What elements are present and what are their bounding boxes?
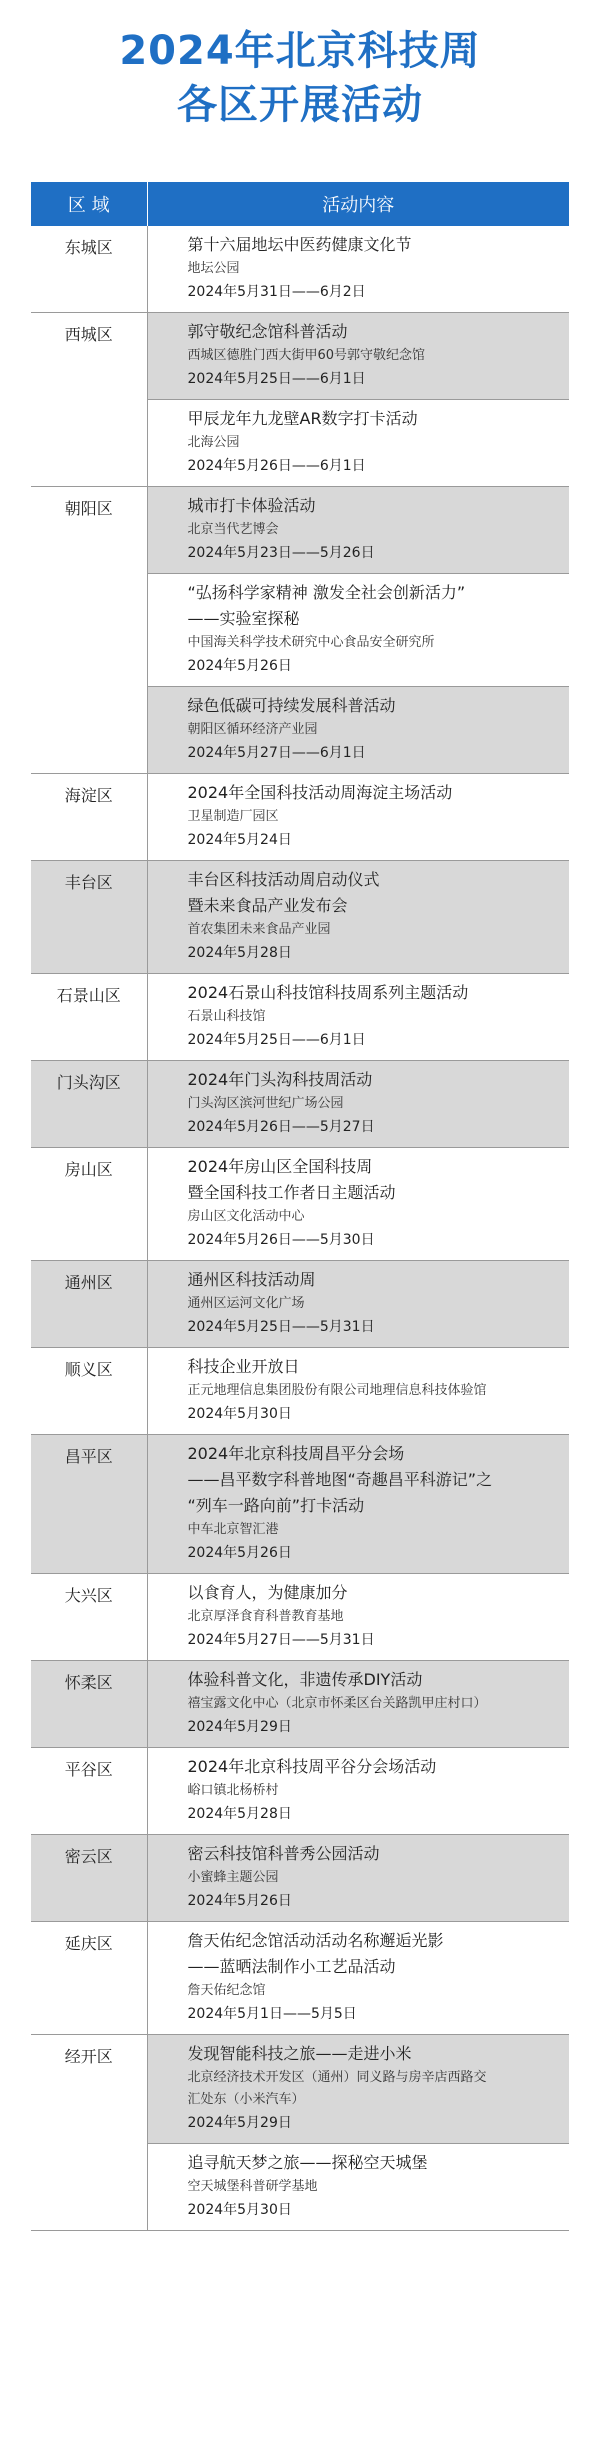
activity-title: 绿色低碳可持续发展科普活动 [187,696,396,715]
activity-title: 科技企业开放日 [187,1357,300,1376]
table-row [31,1574,569,1661]
activity-cell [147,2035,569,2144]
activity-cell [147,313,569,400]
activity-venue: 门头沟区滨河世纪广场公园 [187,1096,344,1111]
activity-title: 暨未来食品产业发布会 [187,896,348,915]
table-header-row [31,182,569,226]
activity-cell [147,1748,569,1835]
activity-cell [147,1661,569,1748]
header-activity: 活动内容 [147,182,569,226]
activity-cell [147,226,569,313]
table-row [31,1348,569,1435]
activity-date: 2024年5月26日——5月27日 [187,1119,375,1135]
activity-date: 2024年5月29日 [187,2115,292,2131]
district-cell: 通州区 [31,1261,147,1348]
activity-cell [147,774,569,861]
table-row [31,1148,569,1261]
district-cell: 怀柔区 [31,1661,147,1748]
table-row [31,861,569,974]
activity-cell [147,861,569,974]
table-row [31,487,569,574]
table-body [31,226,569,2231]
table-row [31,313,569,400]
district-cell: 经开区 [31,2035,147,2231]
activity-date: 2024年5月24日 [187,832,292,848]
district-cell: 石景山区 [31,974,147,1061]
table-row [31,1835,569,1922]
activity-venue: 小蜜蜂主题公园 [187,1870,279,1885]
table-row [31,1661,569,1748]
activity-date: 2024年5月1日——5月5日 [187,2006,357,2022]
activity-venue: 西城区德胜门西大街甲60号郭守敬纪念馆 [187,348,426,363]
activity-cell [147,687,569,774]
table-row [31,226,569,313]
activity-title: 城市打卡体验活动 [187,496,316,515]
activity-venue: 石景山科技馆 [187,1009,266,1024]
activity-cell [147,974,569,1061]
events-table [31,182,569,2231]
activity-venue: 禧宝露文化中心（北京市怀柔区台关路凯甲庄村口） [187,1696,487,1711]
activity-title: “弘扬科学家精神 激发全社会创新活力” [187,583,466,602]
district-cell: 丰台区 [31,861,147,974]
district-cell: 西城区 [31,313,147,487]
activity-title: 郭守敬纪念馆科普活动 [187,322,348,341]
activity-date: 2024年5月25日——6月1日 [187,371,366,387]
activity-title: 暨全国科技工作者日主题活动 [187,1183,396,1202]
activity-venue: 地坛公园 [187,261,240,276]
activity-date: 2024年5月28日 [187,945,292,961]
district-cell: 朝阳区 [31,487,147,774]
activity-date: 2024年5月29日 [187,1719,292,1735]
activity-title: 发现智能科技之旅——走进小米 [187,2044,412,2063]
activity-title: 2024年北京科技周昌平分会场 [187,1444,405,1463]
activity-title: 2024年房山区全国科技周 [187,1157,373,1176]
activity-date: 2024年5月30日 [187,1406,292,1422]
activity-venue: 房山区文化活动中心 [187,1209,305,1224]
district-cell: 顺义区 [31,1348,147,1435]
table-row [31,1261,569,1348]
page-title [0,24,600,132]
activity-cell [147,1835,569,1922]
activity-venue: 詹天佑纪念馆 [187,1983,266,1998]
activity-venue: 朝阳区循环经济产业园 [187,722,318,737]
activity-date: 2024年5月27日——6月1日 [187,745,366,761]
activity-date: 2024年5月26日 [187,658,292,674]
table-row [31,974,569,1061]
activity-date: 2024年5月26日——6月1日 [187,458,366,474]
activity-date: 2024年5月28日 [187,1806,292,1822]
activity-venue: 首农集团未来食品产业园 [187,922,331,937]
activity-title: 2024年门头沟科技周活动 [187,1070,373,1089]
district-cell: 海淀区 [31,774,147,861]
district-cell: 延庆区 [31,1922,147,2035]
activity-date: 2024年5月27日——5月31日 [187,1632,375,1648]
activity-venue: 中国海关科学技术研究中心食品安全研究所 [187,635,435,650]
activity-cell [147,1435,569,1574]
activity-venue: 中车北京智汇港 [187,1522,279,1537]
activity-cell [147,400,569,487]
activity-date: 2024年5月26日 [187,1545,292,1561]
district-cell: 大兴区 [31,1574,147,1661]
activity-cell [147,1574,569,1661]
activity-date: 2024年5月26日——5月30日 [187,1232,375,1248]
header-district: 区 域 [31,182,147,226]
activity-title: 通州区科技活动周 [187,1270,316,1289]
activity-title: 密云科技馆科普秀公园活动 [187,1844,380,1863]
table-row [31,1748,569,1835]
table-row [31,1435,569,1574]
activity-title: “列车一路向前”打卡活动 [187,1496,365,1515]
district-cell: 平谷区 [31,1748,147,1835]
activity-venue: 北京当代艺博会 [187,522,279,537]
activity-title: 2024年北京科技周平谷分会场活动 [187,1757,437,1776]
activity-cell [147,574,569,687]
activity-venue: 汇处东（小米汽车） [187,2092,305,2107]
table-row [31,1922,569,2035]
activity-venue: 卫星制造厂园区 [187,809,279,824]
title-line-1: 2024年北京科技周 [119,28,481,74]
activity-title: 体验科普文化，非遗传承DIY活动 [187,1670,423,1689]
activity-title: 丰台区科技活动周启动仪式 [187,870,380,889]
activity-venue: 北海公园 [187,435,240,450]
activity-title: 甲辰龙年九龙壁AR数字打卡活动 [187,409,418,428]
activity-venue: 正元地理信息集团股份有限公司地理信息科技体验馆 [187,1383,487,1398]
activity-date: 2024年5月26日 [187,1893,292,1909]
activity-venue: 空天城堡科普研学基地 [187,2179,318,2194]
activity-date: 2024年5月25日——5月31日 [187,1319,375,1335]
activity-title: 追寻航天梦之旅——探秘空天城堡 [187,2153,428,2172]
title-line-2: 各区开展活动 [177,82,423,128]
activity-title: 詹天佑纪念馆活动活动名称邂逅光影 [187,1931,444,1950]
table-row [31,1061,569,1148]
activity-date: 2024年5月23日——5月26日 [187,545,375,561]
activity-title: 第十六届地坛中医药健康文化节 [187,235,412,254]
activity-title: ——昌平数字科普地图“奇趣昌平科游记”之 [187,1470,493,1489]
district-cell: 门头沟区 [31,1061,147,1148]
activity-venue: 北京厚泽食育科普教育基地 [187,1609,344,1624]
activity-venue: 峪口镇北杨桥村 [187,1783,279,1798]
activity-title: 2024石景山科技馆科技周系列主题活动 [187,983,469,1002]
table-row [31,2035,569,2144]
activity-cell [147,2144,569,2231]
activity-title: 以食育人，为健康加分 [187,1583,348,1602]
activity-cell [147,1261,569,1348]
district-cell: 房山区 [31,1148,147,1261]
district-cell: 东城区 [31,226,147,313]
activity-cell [147,1348,569,1435]
table-row [31,774,569,861]
activity-cell [147,1061,569,1148]
activity-cell [147,1148,569,1261]
district-cell: 昌平区 [31,1435,147,1574]
activity-title: 2024年全国科技活动周海淀主场活动 [187,783,453,802]
activity-date: 2024年5月30日 [187,2202,292,2218]
activity-cell [147,487,569,574]
activity-venue: 通州区运河文化广场 [187,1296,305,1311]
activity-date: 2024年5月25日——6月1日 [187,1032,366,1048]
activity-venue: 北京经济技术开发区（通州）同义路与房辛店西路交 [187,2070,487,2085]
activity-title: ——实验室探秘 [187,609,300,628]
activity-title: ——蓝晒法制作小工艺品活动 [187,1957,396,1976]
activity-cell [147,1922,569,2035]
activity-date: 2024年5月31日——6月2日 [187,284,366,300]
district-cell: 密云区 [31,1835,147,1922]
